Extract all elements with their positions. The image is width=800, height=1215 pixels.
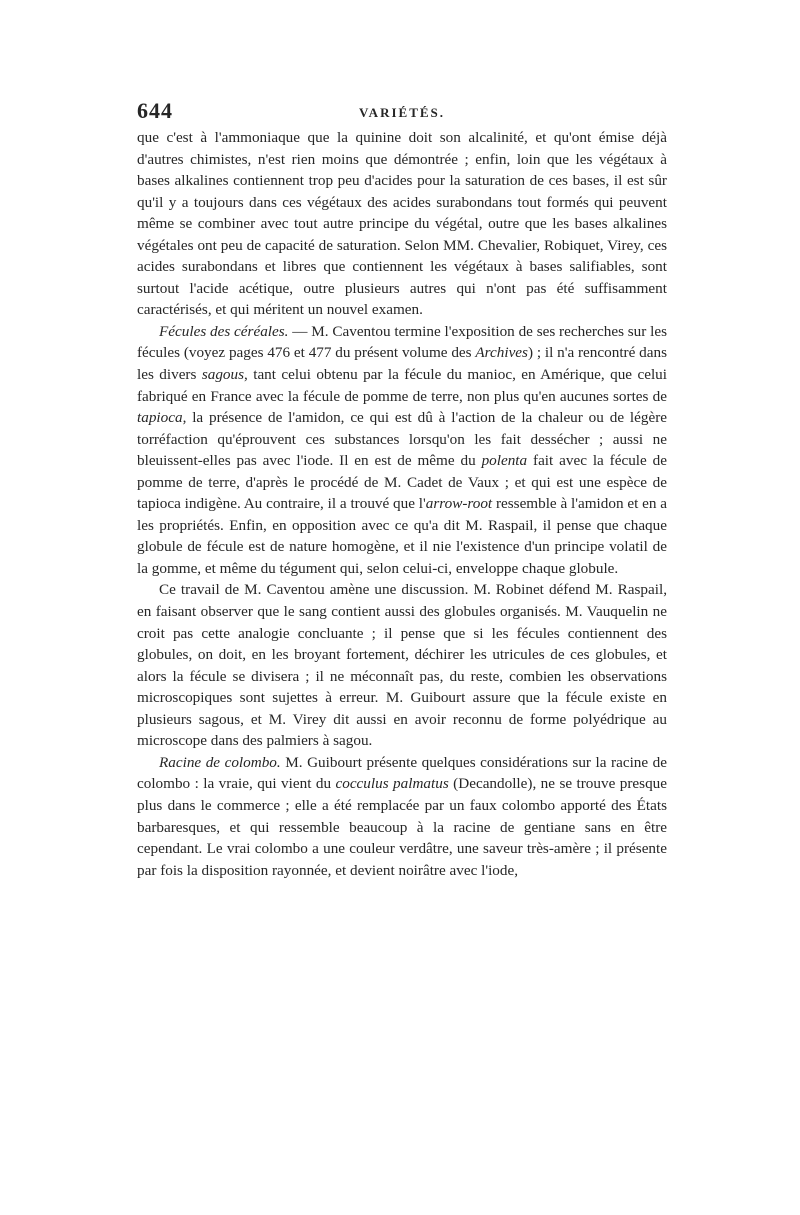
paragraph-text-segment: polenta (481, 452, 528, 470)
paragraph-text-segment: M. Guibourt présente quelques considérations sur la racine de colombo : la vraie, qui vient du (137, 753, 668, 793)
page-body (137, 127, 667, 881)
paragraph-text-segment: Racine de colombo. (159, 753, 281, 771)
paragraph-text-segment: (Decandolle), ne se trouve presque plus dans le commerce ; elle a été remplacée par un faux colombo apporté des États barbaresques, et qui ressemble beaucoup à la racine de gentiane sans en être cependant. Le vrai colombo a une couleur verdâtre, une saveur très-amère ; il présente par fois la disposition rayonnée, et devient noirâtre avec l'iode, (137, 775, 667, 879)
page-header (137, 98, 667, 128)
paragraph-text-segment: sagous (201, 366, 245, 384)
paragraph-text-segment: ressemble à l'amidon et en a les propriétés. Enfin, en opposition avec ce qu'a dit M. Raspail, il pense que chaque globule de fécule est de nature homogène, et il nie l'existence d'un principe volatil de la gomme, et même du tégument qui, selon celui-ci, enveloppe chaque globule. (137, 495, 667, 577)
paragraph-text-segment: fait avec la fécule de pomme de terre, d'après le procédé de M. Cadet de Vaux ; et qui est une espèce de tapioca indigène. Au contraire, il a trouvé que l' (137, 452, 667, 513)
paragraph-text-segment: — M. Caventou termine l'exposition de ses recherches sur les fécules (voyez pages 476 et 477 du présent volume des (137, 322, 667, 362)
paragraph-text-segment: Fécules des céréales. (159, 322, 289, 340)
paragraph-text-segment: cocculus palmatus (335, 775, 449, 793)
paragraph-1 (137, 127, 667, 321)
paragraph-2 (137, 321, 667, 580)
paragraph-text-segment: Archives (475, 344, 528, 362)
paragraph-text-segment: tapioca (137, 409, 183, 427)
paragraph-text-segment: , tant celui obtenu par la fécule du manioc, en Amérique, que celui fabriqué en France avec la fécule de pomme de terre, non plus qu'en aucunes sortes de (137, 366, 667, 405)
paragraph-text-segment: Ce travail de M. Caventou amène une discussion. M. Robinet défend M. Raspail, en faisant observer que le sang contient aussi des globules organisés. M. Vauquelin ne croit pas cette analogie concluante ; il pense que si les fécules contiennent des globules, on doit, en les broyant fortement, déchirer les utricules de ces globules, et alors la fécule se divisera ; il ne méconnaît pas, du reste, combien les observations microscopiques sont sujettes à erreur. M. Guibourt assure que la fécule existe en plusieurs sagous, et M. Virey dit aussi en avoir reconnu de forme polyédrique au microscope dans des palmiers à sagou. (137, 581, 667, 750)
page-number: 644 (137, 98, 173, 123)
paragraph-text-segment: , la présence de l'amidon, ce qui est dû à l'action de la chaleur ou de légère torréfaction qu'éprouvent ces substances lorsqu'on les fait dessécher ; aussi ne bleuissent-elles pas avec l'iode. Il en est de même du (137, 409, 667, 470)
paragraph-text-segment: arrow-root (425, 495, 493, 513)
paragraph-4 (137, 752, 667, 881)
running-title: VARIÉTÉS. (358, 105, 446, 120)
paragraph-text-segment: que c'est à l'ammoniaque que la quinine doit son alcalinité, et qu'ont émise déjà d'autres chimistes, n'est rien moins que démontrée ; enfin, loin que les végétaux à bases alkalines contiennent trop peu d'acides pour la saturation de ces bases, il est sûr qu'il y a toujours dans ces végétaux des acides surabondans tout formés qui peuvent même se combiner avec tout autre principe du végétal, outre que les bases alkalines végétales ont peu de capacité de saturation. Selon MM. Chevalier, Robiquet, Virey, ces acides surabondans et libres que contiennent les végétaux à bases salifiables, sont surtout l'acide acétique, outre plusieurs autres qui n'ont pas été suffisamment caractérisés, et qui méritent un nouvel examen. (137, 129, 667, 319)
paragraph-text-segment: ) ; il n'a rencontré dans les divers (137, 344, 667, 384)
paragraph-3 (137, 579, 667, 751)
